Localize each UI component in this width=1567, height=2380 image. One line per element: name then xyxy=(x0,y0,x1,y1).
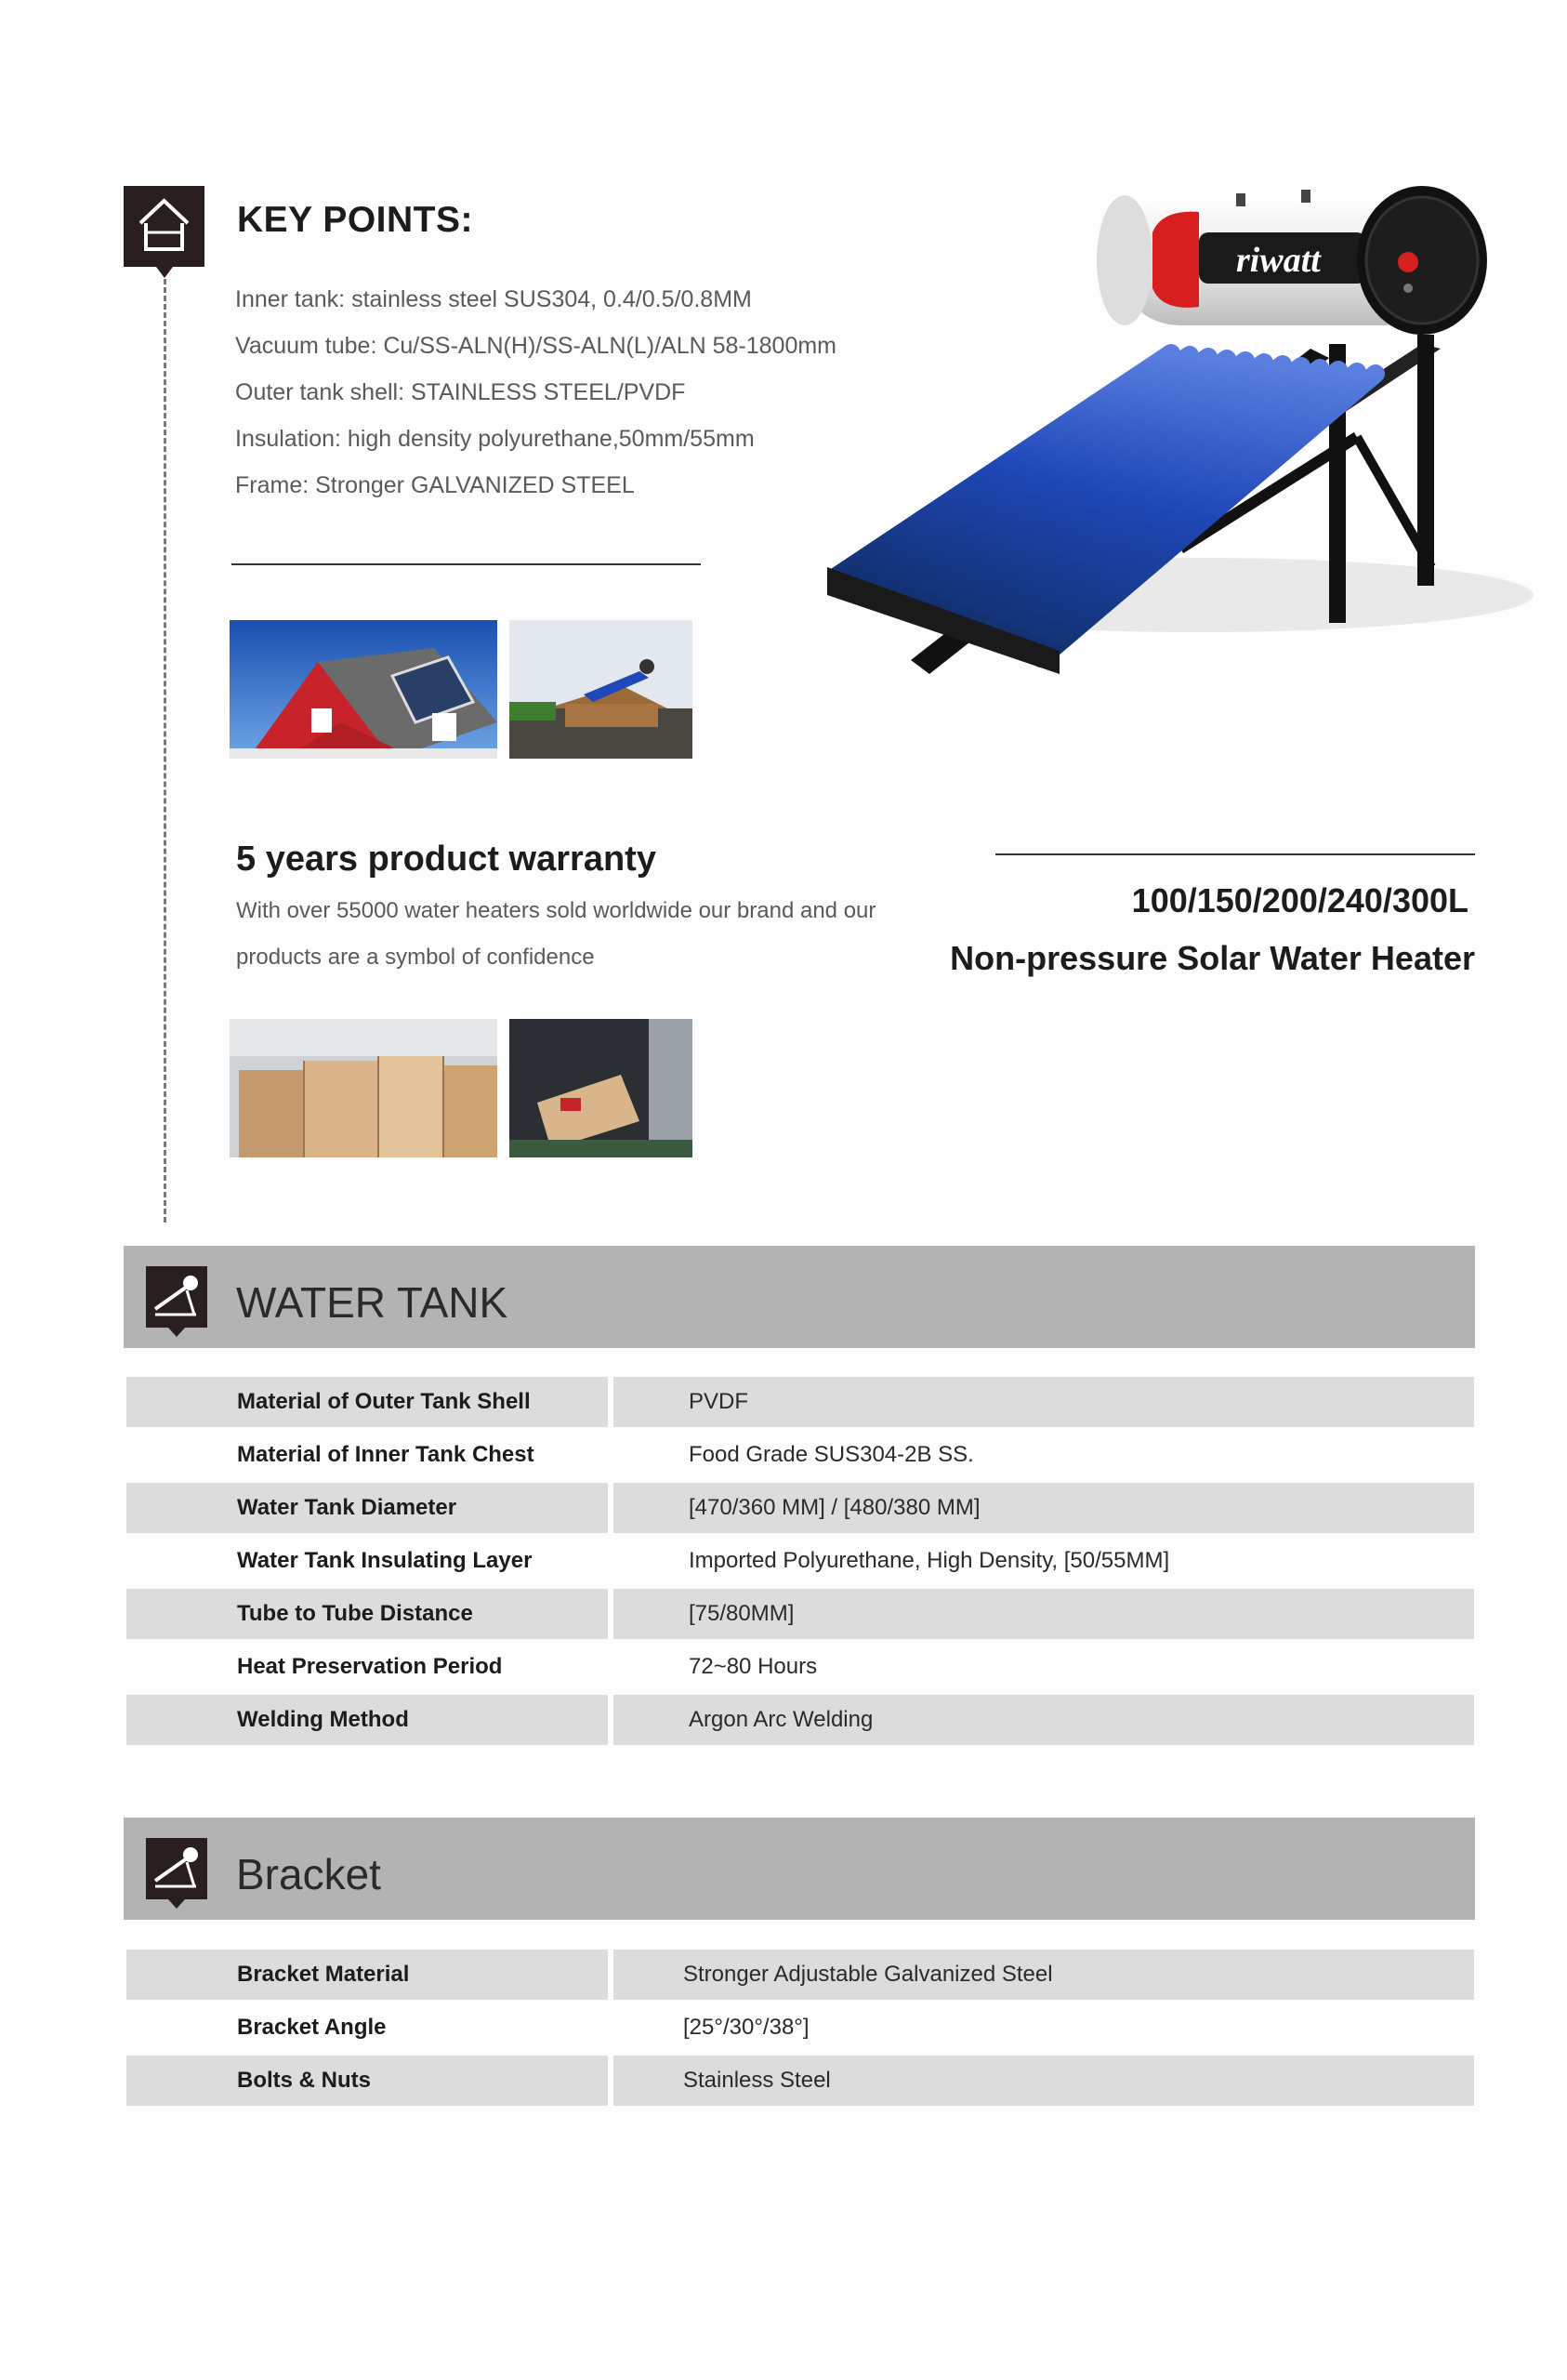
table-row xyxy=(126,1377,1474,1427)
row-label: Material of Inner Tank Chest xyxy=(237,1442,534,1467)
table-row xyxy=(126,1430,1474,1480)
row-label: Welding Method xyxy=(237,1707,409,1732)
row-label: Water Tank Insulating Layer xyxy=(237,1548,533,1573)
solar-heater-icon xyxy=(146,1266,207,1328)
table-row xyxy=(126,2003,1474,2053)
warranty-title: 5 years product warranty xyxy=(236,840,656,879)
bracket-title: Bracket xyxy=(236,1850,381,1898)
house-icon xyxy=(124,186,204,267)
table-row xyxy=(126,1483,1474,1533)
row-label: Heat Preservation Period xyxy=(237,1654,503,1679)
row-label: Water Tank Diameter xyxy=(237,1495,457,1520)
product-name: Non-pressure Solar Water Heater xyxy=(950,939,1475,977)
warehouse-boxes-photo xyxy=(230,1019,497,1157)
timeline-dashed-line xyxy=(164,279,166,1223)
row-label: Bracket Angle xyxy=(237,2015,387,2040)
row-label: Bracket Material xyxy=(237,1962,410,1987)
divider xyxy=(995,853,1475,855)
table-row xyxy=(126,1642,1474,1692)
row-value: [470/360 MM] / [480/380 MM] xyxy=(689,1495,981,1520)
table-row xyxy=(126,1695,1474,1745)
key-points-title: KEY POINTS: xyxy=(237,200,473,240)
row-value: [75/80MM] xyxy=(689,1601,795,1626)
row-value: PVDF xyxy=(689,1389,749,1414)
key-point-item: Frame: Stronger GALVANIZED STEEL xyxy=(235,472,635,498)
key-point-item: Insulation: high density polyurethane,50mm/55mm xyxy=(235,426,755,452)
row-value: Stainless Steel xyxy=(683,2068,831,2093)
rooftop-heater-photo xyxy=(509,620,692,759)
water-tank-title: WATER TANK xyxy=(236,1278,508,1327)
row-value: Imported Polyurethane, High Density, [50/55MM] xyxy=(689,1548,1170,1573)
table-row xyxy=(126,1589,1474,1639)
brand-logo-text: riwatt xyxy=(1236,241,1321,280)
row-value: Stronger Adjustable Galvanized Steel xyxy=(683,1962,1053,1987)
table-row xyxy=(126,1536,1474,1586)
row-value: Argon Arc Welding xyxy=(689,1707,874,1732)
row-value: Food Grade SUS304-2B SS. xyxy=(689,1442,974,1467)
product-capacity: 100/150/200/240/300L xyxy=(1131,881,1468,919)
row-value: 72~80 Hours xyxy=(689,1654,818,1679)
container-loading-photo xyxy=(509,1019,692,1157)
solar-water-heater-image xyxy=(716,158,1552,827)
solar-heater-icon xyxy=(146,1838,207,1899)
row-label: Tube to Tube Distance xyxy=(237,1601,473,1626)
table-row xyxy=(126,1950,1474,2000)
warranty-text: With over 55000 water heaters sold worldwide our brand and our products are a symbol of confidence xyxy=(236,898,876,970)
divider xyxy=(231,563,701,565)
row-label: Bolts & Nuts xyxy=(237,2068,371,2093)
row-label: Material of Outer Tank Shell xyxy=(237,1389,531,1414)
key-point-item: Outer tank shell: STAINLESS STEEL/PVDF xyxy=(235,379,686,405)
row-value: [25°/30°/38°] xyxy=(683,2015,810,2040)
key-point-item: Inner tank: stainless steel SUS304, 0.4/0.5/0.8MM xyxy=(235,286,752,312)
table-row xyxy=(126,2056,1474,2106)
house-rooftop-photo xyxy=(230,620,497,759)
key-point-item: Vacuum tube: Cu/SS-ALN(H)/SS-ALN(L)/ALN 58-1800mm xyxy=(235,333,836,359)
